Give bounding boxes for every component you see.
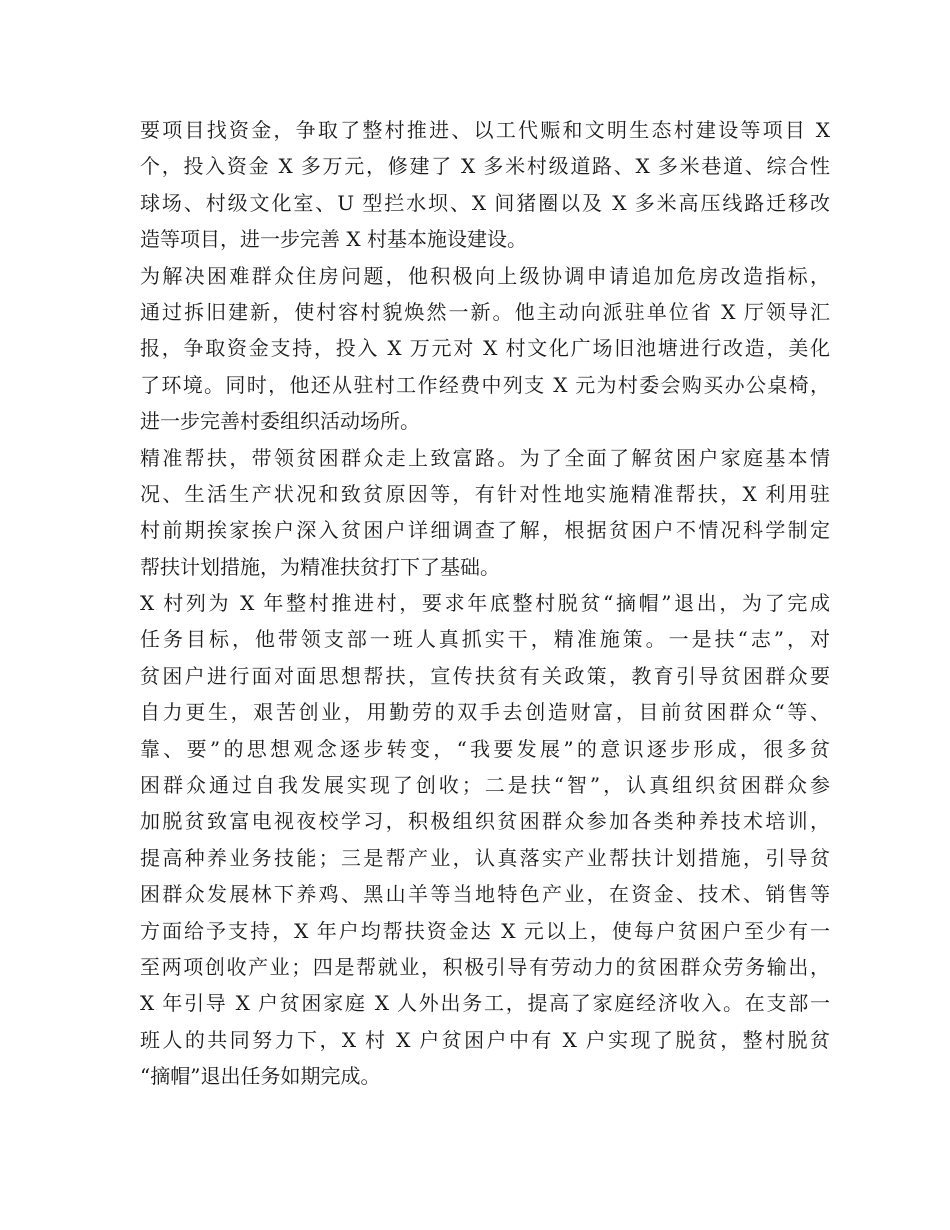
paragraph-3 <box>140 440 830 586</box>
text-line: 帮扶计划措施，为精准扶贫打下了基础。 <box>140 554 500 579</box>
paragraph-1 <box>140 112 830 258</box>
text-line: 造等项目，进一步完善 X 村基本施设建设。 <box>140 227 527 252</box>
text-line: 通过拆旧建新，使村容村貌焕然一新。他主动向派驻单位省 X 厅领导汇 <box>140 299 830 324</box>
text-line: 贫困户进行面对面思想帮扶，宣传扶贫有关政策，教育引导贫困群众要 <box>140 663 830 688</box>
text-line: 个，投入资金 X 多万元，修建了 X 多米村级道路、X 多米巷道、综合性 <box>140 154 830 179</box>
text-line: 方面给予支持，X 年户均帮扶资金达 X 元以上，使每户贫困户至少有一 <box>140 918 830 943</box>
text-line: 提高种养业务技能；三是帮产业，认真落实产业帮扶计划措施，引导贫 <box>140 845 830 870</box>
text-line: 了环境。同时，他还从驻村工作经费中列支 X 元为村委会购买办公桌椅， <box>140 372 830 397</box>
text-line: 为解决困难群众住房问题，他积极向上级协调申请追加危房改造指标， <box>140 263 830 288</box>
paragraph-4 <box>140 585 830 1094</box>
text-line: 况、生活生产状况和致贫原因等，有针对性地实施精准帮扶，X 利用驻 <box>140 481 830 506</box>
text-line: “摘帽”退出任务如期完成。 <box>140 1064 381 1089</box>
text-line: 球场、村级文化室、U 型拦水坝、X 间猪圈以及 X 多米高压线路迁移改 <box>140 190 830 215</box>
text-line: 精准帮扶，带领贫困群众走上致富路。为了全面了解贫困户家庭基本情 <box>140 445 830 470</box>
text-line: 困群众通过自我发展实现了创收；二是扶“智”，认真组织贫困群众参 <box>140 773 830 798</box>
text-line: 进一步完善村委组织活动场所。 <box>140 409 420 434</box>
text-line: 靠、要”的思想观念逐步转变，“我要发展”的意识逐步形成，很多贫 <box>140 736 830 761</box>
text-line: 要项目找资金，争取了整村推进、以工代赈和文明生态村建设等项目 X <box>140 118 830 142</box>
text-line: 加脱贫致富电视夜校学习，积极组织贫困群众参加各类种养技术培训， <box>140 809 830 834</box>
body-text <box>140 112 830 1095</box>
text-line: 班人的共同努力下，X 村 X 户贫困户中有 X 户实现了脱贫，整村脱贫 <box>140 1027 830 1052</box>
text-line: 困群众发展林下养鸡、黑山羊等当地特色产业，在资金、技术、销售等 <box>140 882 830 907</box>
text-line: 报，争取资金支持，投入 X 万元对 X 村文化广场旧池塘进行改造，美化 <box>140 336 830 361</box>
paragraph-2 <box>140 258 830 440</box>
text-line: 任务目标，他带领支部一班人真抓实干，精准施策。一是扶“志”，对 <box>140 627 830 652</box>
text-line: X 村列为 X 年整村推进村，要求年底整村脱贫“摘帽”退出，为了完成 <box>140 591 830 616</box>
text-line: 自力更生，艰苦创业，用勤劳的双手去创造财富，目前贫困群众“等、 <box>140 700 830 725</box>
text-line: 村前期挨家挨户深入贫困户详细调查了解，根据贫困户不情况科学制定 <box>140 518 830 543</box>
text-line: X 年引导 X 户贫困家庭 X 人外出务工，提高了家庭经济收入。在支部一 <box>140 991 830 1016</box>
text-line: 至两项创收产业；四是帮就业，积极引导有劳动力的贫困群众劳务输出， <box>140 954 830 979</box>
